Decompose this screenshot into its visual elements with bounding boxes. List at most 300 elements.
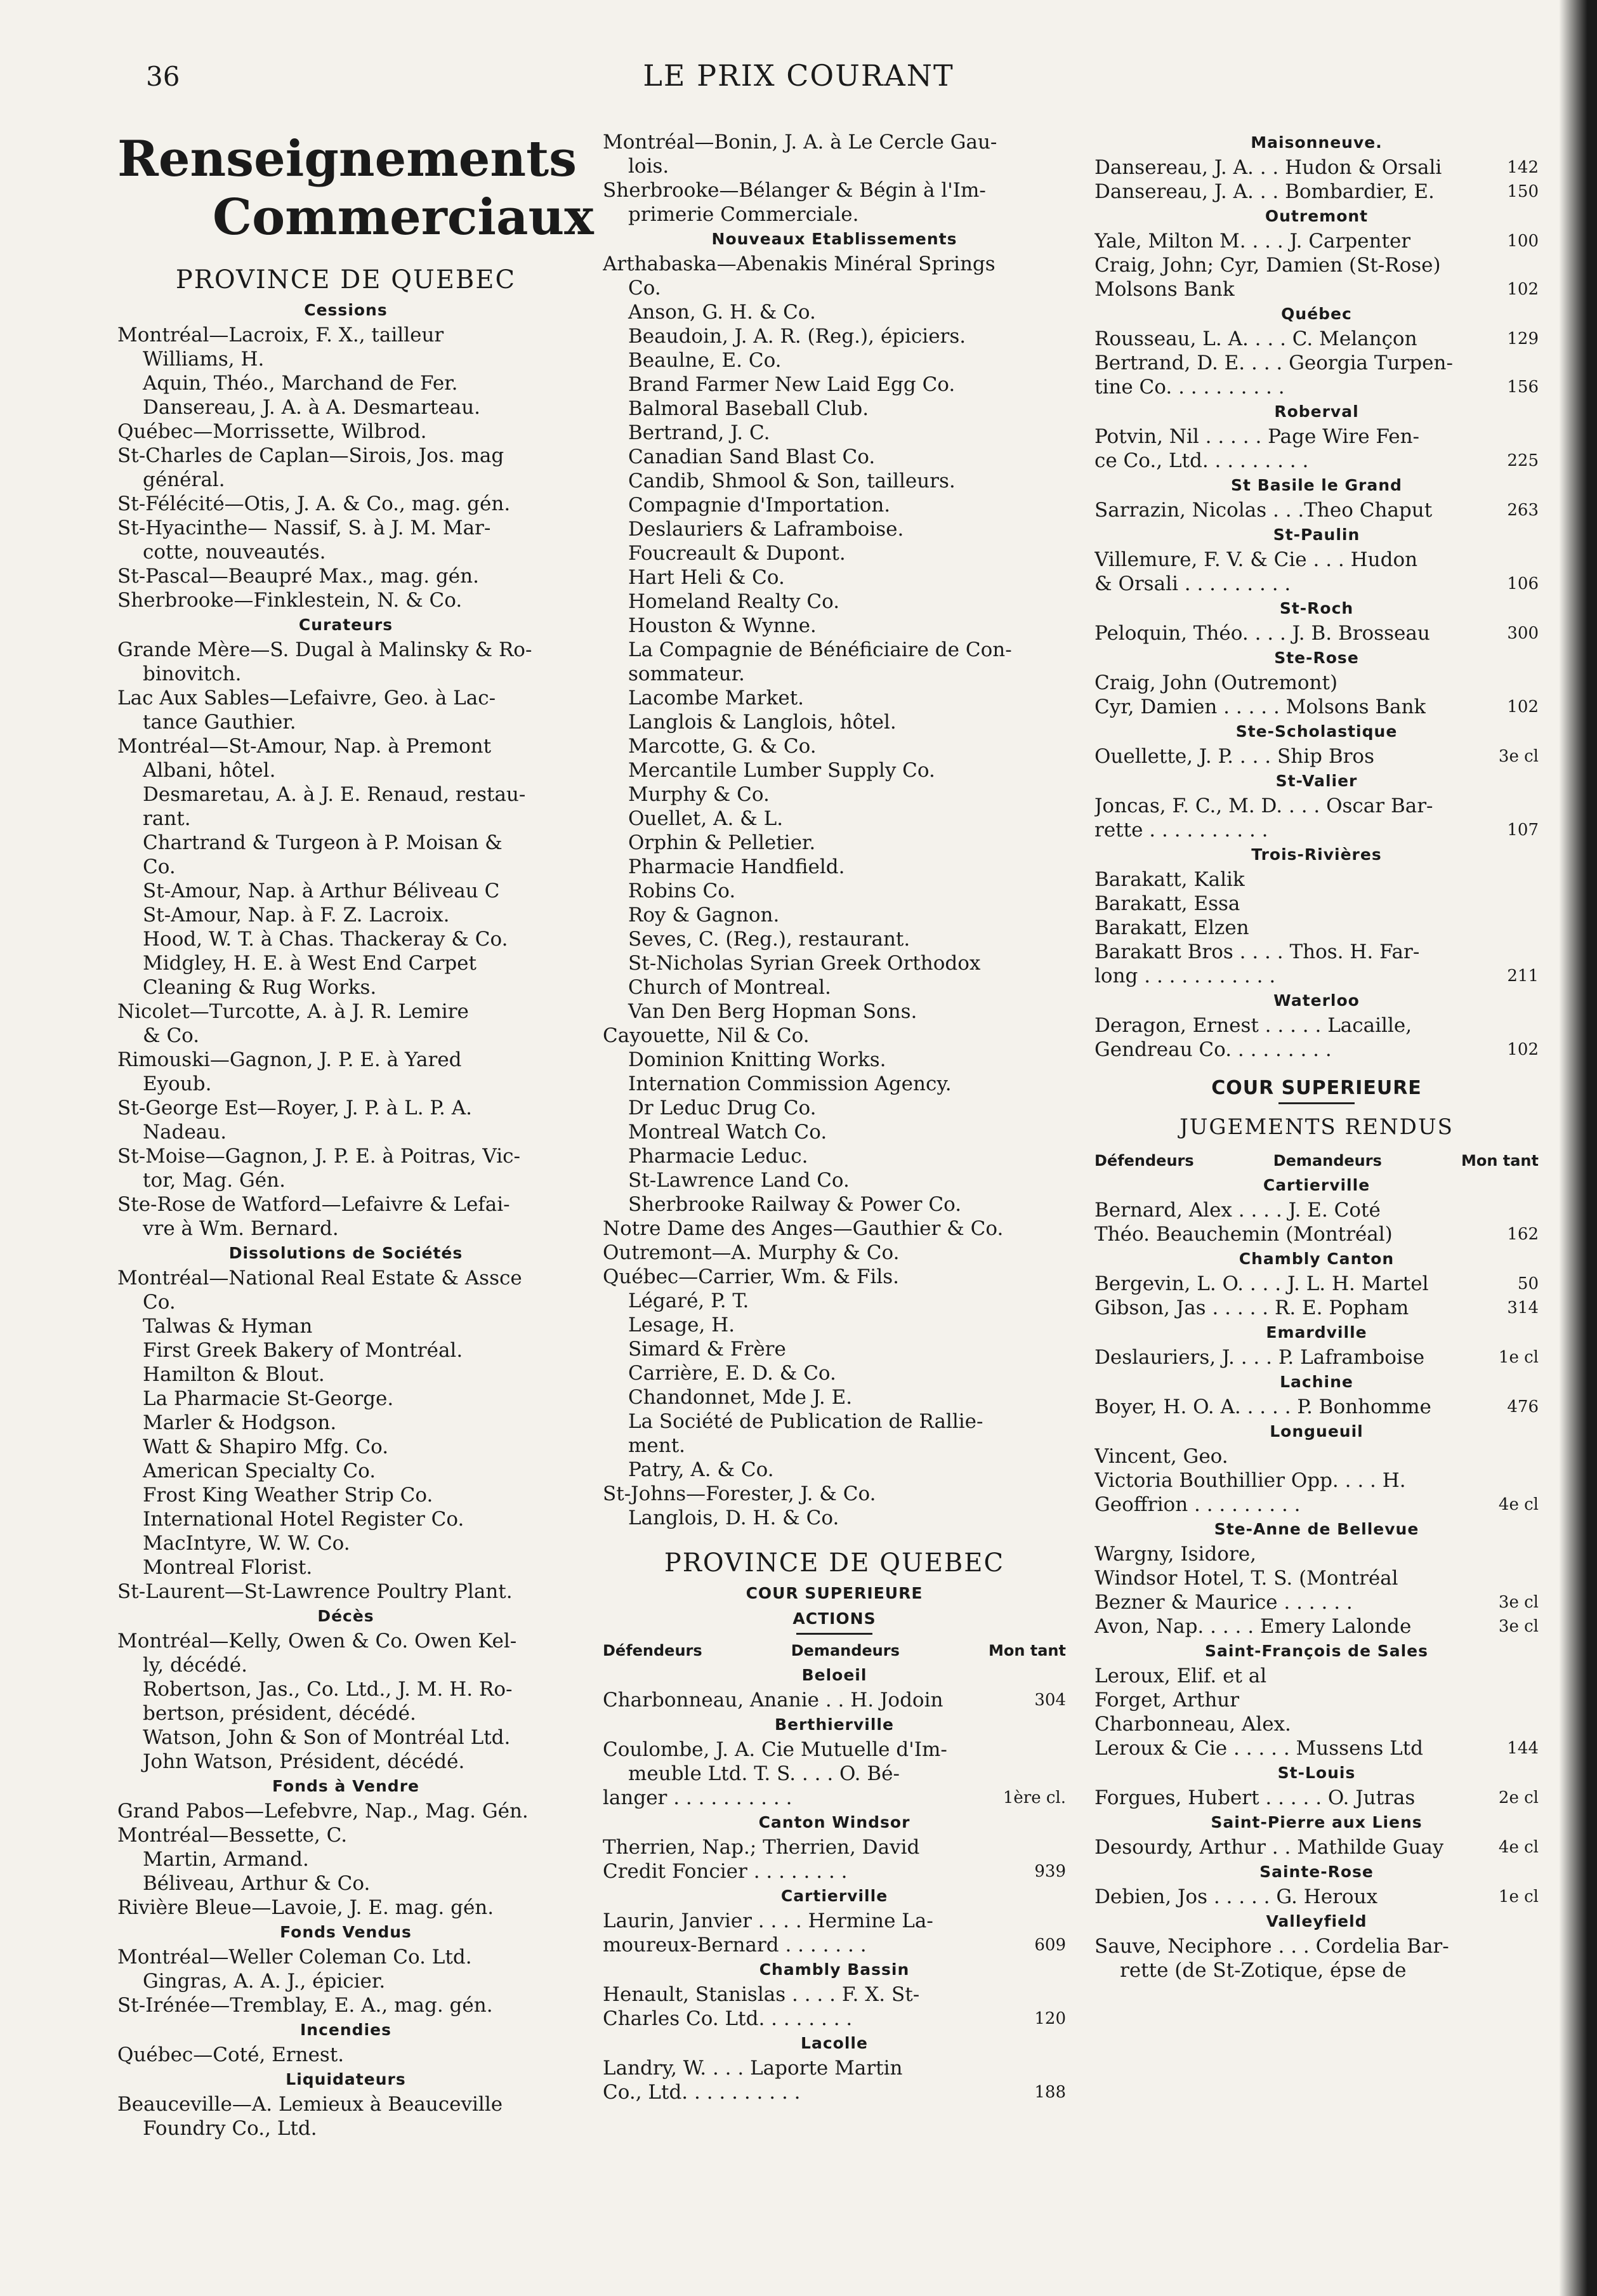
text-line: Langlois, D. H. & Co. (628, 1507, 839, 1529)
section-heading: COUR SUPERIEURE (746, 1584, 923, 1602)
entry-text: Avon, Nap. . . . . Emery Lalonde (1094, 1615, 1412, 1638)
section-heading: Berthierville (775, 1715, 894, 1734)
section-heading: Québec (1281, 305, 1352, 323)
text-line: Williams, H. (143, 348, 265, 371)
text-line: First Greek Bakery of Montréal. (143, 1339, 463, 1362)
text-line: Montréal—Bessette, C. (117, 1824, 348, 1847)
column-2 (603, 130, 1066, 2104)
entry-amount: 225 (1507, 451, 1539, 470)
running-title: LE PRIX COURANT (643, 58, 954, 93)
text-line: Québec—Carrier, Wm. & Fils. (603, 1265, 900, 1288)
section-heading: Chambly Canton (1239, 1250, 1395, 1268)
section-title: PROVINCE DE QUEBEC (175, 265, 516, 294)
section-heading: Nouveaux Etablissements (711, 230, 957, 248)
text-line: Deslauriers & Laframboise. (628, 518, 904, 541)
page-binding-edge (1559, 0, 1597, 2296)
entry-row (603, 1786, 1066, 1810)
text-line: St-Johns—Forester, J. & Co. (603, 1482, 876, 1505)
text-line: St-Laurent—St-Lawrence Poultry Plant. (117, 1580, 513, 1603)
text-line: Rivière Bleue—Lavoie, J. E. mag. gén. (117, 1896, 494, 1919)
section-heading: Saint-François de Sales (1204, 1642, 1429, 1660)
text-line: Laurin, Janvier . . . . Hermine La- (603, 1910, 933, 1932)
text-line: Homeland Realty Co. (628, 590, 840, 613)
entry-amount: 102 (1507, 1040, 1539, 1059)
section-heading: Roberval (1274, 402, 1359, 421)
text-line: tor, Mag. Gén. (143, 1169, 286, 1192)
text-line: Nadeau. (143, 1121, 227, 1144)
text-line: Chartrand & Turgeon à P. Moisan & (143, 831, 503, 854)
entry-row (1094, 180, 1539, 204)
section-heading: Emardville (1266, 1323, 1367, 1342)
text-line: Bertrand, D. E. . . . Georgia Turpen- (1094, 352, 1453, 374)
text-line: Anson, G. H. & Co. (628, 301, 816, 324)
text-line: Canadian Sand Blast Co. (628, 445, 876, 468)
text-line: Légaré, P. T. (628, 1290, 749, 1312)
section-heading: Fonds Vendus (280, 1923, 412, 1941)
entry-row (1094, 572, 1539, 596)
text-line: Barakatt, Elzen (1094, 916, 1249, 939)
text-line: Van Den Berg Hopman Sons. (628, 1000, 917, 1023)
text-line: Landry, W. . . . Laporte Martin (603, 2057, 903, 2080)
text-line: Co. (628, 277, 661, 300)
entry-text: tine Co. . . . . . . . . . (1094, 376, 1285, 399)
entry-row (1094, 744, 1539, 769)
entry-text: Yale, Milton M. . . . J. Carpenter (1094, 230, 1411, 253)
entry-amount: 156 (1507, 378, 1539, 397)
text-line: sommateur. (628, 663, 745, 685)
column-header-demandeurs: Demandeurs (791, 1642, 900, 1659)
text-line: Pharmacie Leduc. (628, 1145, 808, 1168)
entry-row (1094, 1590, 1539, 1614)
text-line: général. (143, 468, 225, 491)
text-line: cotte, nouveautés. (143, 541, 326, 564)
column-header-row (603, 1641, 1066, 1660)
text-line: meuble Ltd. T. S. . . . O. Bé- (628, 1762, 900, 1785)
text-line: Pharmacie Handfield. (628, 855, 845, 878)
text-line: Foucreault & Dupont. (628, 542, 846, 565)
column-header-row (1094, 1151, 1539, 1170)
entry-text: Ouellette, J. P. . . . Ship Bros (1094, 745, 1374, 768)
text-line: Carrière, E. D. & Co. (628, 1362, 836, 1385)
text-line: Québec—Coté, Ernest. (117, 2043, 345, 2066)
entry-amount: 150 (1507, 182, 1539, 201)
text-line: Church of Montreal. (628, 976, 831, 999)
entry-row (1094, 1272, 1539, 1296)
section-heading: Canton Windsor (758, 1813, 910, 1831)
text-line: Houston & Wynne. (628, 614, 817, 637)
entry-text: Forgues, Hubert . . . . . O. Jutras (1094, 1786, 1416, 1809)
entry-amount: 50 (1517, 1274, 1539, 1293)
text-line: rant. (143, 807, 191, 830)
section-heading: Lachine (1280, 1373, 1353, 1391)
text-line: La Société de Publication de Rallie- (628, 1410, 983, 1433)
text-line: La Pharmacie St-George. (143, 1387, 394, 1410)
text-line: St-George Est—Royer, J. P. à L. P. A. (117, 1097, 472, 1119)
entry-row (1094, 1786, 1539, 1810)
section-heading: Décès (317, 1607, 374, 1625)
entry-row (1094, 1493, 1539, 1517)
entry-amount: 162 (1507, 1225, 1539, 1244)
entry-row (603, 2007, 1066, 2031)
entry-amount: 4e cl (1498, 1838, 1539, 1857)
entry-row (1094, 277, 1539, 301)
section-heading: Chambly Bassin (759, 1960, 910, 1979)
text-line: Notre Dame des Anges—Gauthier & Co. (603, 1217, 1004, 1240)
main-title (117, 130, 594, 247)
entry-text: Dansereau, J. A. . . Hudon & Orsali (1094, 156, 1442, 179)
text-line: Béliveau, Arthur & Co. (143, 1872, 371, 1895)
text-line: Lesage, H. (628, 1314, 735, 1336)
text-line: Ste-Rose de Watford—Lefaivre & Lefai- (117, 1193, 510, 1216)
text-line: Murphy & Co. (628, 783, 770, 806)
text-line: John Watson, Président, décédé. (143, 1750, 465, 1773)
section-heading: COUR SUPERIEURE (1211, 1077, 1422, 1099)
section-heading: Cartierville (780, 1887, 888, 1905)
column-header-montant: Mon tant (988, 1642, 1066, 1659)
text-line: Gingras, A. A. J., épicier. (143, 1970, 386, 1993)
text-line: Outremont—A. Murphy & Co. (603, 1241, 900, 1264)
text-line: Langlois & Langlois, hôtel. (628, 711, 897, 734)
entry-row (1094, 1395, 1539, 1419)
text-line: Bertrand, J. C. (628, 421, 770, 444)
entry-row (1094, 1614, 1539, 1639)
text-line: primerie Commerciale. (628, 203, 859, 226)
text-line: Henault, Stanislas . . . . F. X. St- (603, 1983, 920, 2006)
entry-amount: 120 (1034, 2009, 1066, 2028)
entry-row (1094, 1222, 1539, 1246)
text-line: Orphin & Pelletier. (628, 831, 816, 854)
entry-amount: 107 (1507, 821, 1539, 840)
text-line: Co. (143, 855, 176, 878)
entry-amount: 188 (1034, 2083, 1066, 2102)
text-line: Rimouski—Gagnon, J. P. E. à Yared (117, 1048, 462, 1071)
entry-amount: 300 (1507, 624, 1539, 643)
entry-text: Sarrazin, Nicolas . . .Theo Chaput (1094, 499, 1433, 522)
text-line: Simard & Frère (628, 1338, 786, 1361)
text-line: Sherbrooke—Finklestein, N. & Co. (117, 589, 463, 612)
entry-row (1094, 1296, 1539, 1320)
entry-row (1094, 449, 1539, 473)
text-line: binovitch. (143, 663, 242, 685)
entry-text: Bergevin, L. O. . . . J. L. H. Martel (1094, 1272, 1429, 1295)
section-heading: Liquidateurs (286, 2070, 406, 2088)
entry-row (1094, 498, 1539, 522)
entry-amount: 263 (1507, 501, 1539, 520)
text-line: Robertson, Jas., Co. Ltd., J. M. H. Ro- (143, 1678, 513, 1701)
entry-text: Desourdy, Arthur . . Mathilde Guay (1094, 1836, 1444, 1859)
text-line: Watt & Shapiro Mfg. Co. (143, 1435, 389, 1458)
text-line: Montreal Watch Co. (628, 1121, 827, 1144)
entry-row (1094, 695, 1539, 719)
entry-row (1094, 1835, 1539, 1859)
section-heading: Lacolle (801, 2034, 868, 2052)
entry-text: Théo. Beauchemin (Montréal) (1094, 1223, 1393, 1246)
entry-amount: 102 (1507, 697, 1539, 716)
entry-row (1094, 1885, 1539, 1909)
entry-amount: 144 (1507, 1739, 1539, 1758)
text-line: Barakatt, Kalik (1094, 868, 1245, 891)
text-line: Lac Aux Sables—Lefaivre, Geo. à Lac- (117, 687, 496, 709)
text-line: Frost King Weather Strip Co. (143, 1484, 433, 1507)
heading-rule (796, 1633, 872, 1635)
text-line: St-Félécité—Otis, J. A. & Co., mag. gén. (117, 492, 511, 515)
text-line: Watson, John & Son of Montréal Ltd. (143, 1726, 511, 1749)
text-line: Victoria Bouthillier Opp. . . . H. (1094, 1469, 1406, 1492)
section-heading: Trois-Rivières (1251, 845, 1382, 864)
text-line: ly, décédé. (143, 1654, 247, 1677)
text-line: Sherbrooke—Bélanger & Bégin à l'Im- (603, 179, 986, 202)
section-heading: Ste-Rose (1274, 649, 1359, 667)
text-line: Potvin, Nil . . . . . Page Wire Fen- (1094, 425, 1420, 448)
entry-text: Bezner & Maurice . . . . . . (1094, 1591, 1353, 1614)
entry-amount: 129 (1507, 329, 1539, 348)
text-line: Brand Farmer New Laid Egg Co. (628, 373, 956, 396)
text-line: Arthabaska—Abenakis Minéral Springs (603, 253, 996, 275)
text-line: Craig, John; Cyr, Damien (St-Rose) (1094, 254, 1441, 277)
entry-text: Co., Ltd. . . . . . . . . . (603, 2081, 801, 2104)
text-line: Windsor Hotel, T. S. (Montréal (1094, 1567, 1398, 1590)
text-line: Grand Pabos—Lefebvre, Nap., Mag. Gén. (117, 1800, 529, 1823)
text-line: Montréal—National Real Estate & Assce (117, 1267, 522, 1290)
text-line: Beauceville—A. Lemieux à Beauceville (117, 2093, 503, 2116)
section-heading: Sainte-Rose (1259, 1863, 1374, 1881)
section-heading: St Basile le Grand (1231, 476, 1402, 494)
entry-text: Geoffrion . . . . . . . . . (1094, 1493, 1301, 1516)
text-line: Compagnie d'Importation. (628, 494, 891, 517)
text-line: Hamilton & Blout. (143, 1363, 325, 1386)
text-line: Québec—Morrissette, Wilbrod. (117, 420, 427, 443)
text-line: Craig, John (Outremont) (1094, 671, 1338, 694)
entry-text: Credit Foncier . . . . . . . . (603, 1860, 848, 1883)
text-line: Dr Leduc Drug Co. (628, 1097, 817, 1119)
entry-text: Boyer, H. O. A. . . . . P. Bonhomme (1094, 1395, 1431, 1418)
text-line: Hood, W. T. à Chas. Thackeray & Co. (143, 928, 508, 951)
text-line: St-Amour, Nap. à Arthur Béliveau C (143, 880, 500, 902)
text-line: Marcotte, G. & Co. (628, 735, 817, 758)
entry-amount: 3e cl (1498, 747, 1539, 766)
column-3 (1094, 130, 1539, 1983)
text-line: Vincent, Geo. (1094, 1445, 1228, 1468)
section-heading: Incendies (300, 2021, 391, 2039)
section-heading: Outremont (1265, 207, 1369, 225)
text-line: Dominion Knitting Works. (628, 1048, 886, 1071)
text-line: Foundry Co., Ltd. (143, 2117, 317, 2140)
text-line: Martin, Armand. (143, 1848, 309, 1871)
page-number: 36 (146, 61, 180, 92)
entry-text: Debien, Jos . . . . . G. Heroux (1094, 1885, 1378, 1908)
text-line: Desmaretau, A. à J. E. Renaud, restau- (143, 783, 526, 806)
text-line: Ouellet, A. & L. (628, 807, 784, 830)
main-title-line-2: Commerciaux (213, 188, 594, 246)
entry-amount: 100 (1507, 232, 1539, 251)
main-title-line-1: Renseignements (117, 130, 577, 188)
text-line: Montréal—Weller Coleman Co. Ltd. (117, 1946, 472, 1969)
entry-row (1094, 1345, 1539, 1369)
text-line: Therrien, Nap.; Therrien, David (603, 1836, 920, 1859)
section-heading: St-Louis (1277, 1764, 1356, 1782)
entry-amount: 304 (1034, 1691, 1066, 1710)
text-line: Cleaning & Rug Works. (143, 976, 377, 999)
text-line: Robins Co. (628, 880, 736, 902)
entry-text: moureux-Bernard . . . . . . . (603, 1934, 867, 1956)
section-title: JUGEMENTS RENDUS (1180, 1114, 1454, 1140)
entry-text: Molsons Bank (1094, 278, 1235, 301)
entry-row (1094, 1038, 1539, 1062)
text-line: Aquin, Théo., Marchand de Fer. (143, 372, 458, 395)
text-line: Sauve, Neciphore . . . Cordelia Bar- (1094, 1935, 1449, 1958)
section-heading: ACTIONS (792, 1609, 876, 1628)
text-line: Eyoub. (143, 1072, 212, 1095)
text-line: Montréal—St-Amour, Nap. à Premont (117, 735, 492, 758)
text-line: bertson, président, décédé. (143, 1702, 416, 1725)
column-header-defendeurs: Défendeurs (1094, 1152, 1194, 1170)
entry-text: & Orsali . . . . . . . . . (1094, 572, 1291, 595)
column-1-body (117, 262, 574, 2141)
entry-text: langer . . . . . . . . . . (603, 1786, 792, 1809)
entry-text: Deslauriers, J. . . . P. Laframboise (1094, 1346, 1425, 1369)
section-heading: St-Valier (1275, 772, 1358, 790)
section-heading: St-Paulin (1273, 525, 1360, 544)
column-1 (117, 130, 594, 2141)
entry-amount: 314 (1507, 1298, 1539, 1317)
entry-text: Leroux & Cie . . . . . Mussens Ltd (1094, 1737, 1424, 1760)
text-line: Internation Commission Agency. (628, 1072, 952, 1095)
text-line: Sherbrooke Railway & Power Co. (628, 1193, 962, 1216)
text-line: Bernard, Alex . . . . J. E. Coté (1094, 1199, 1381, 1222)
entry-text: long . . . . . . . . . . . (1094, 965, 1276, 987)
entry-amount: 106 (1507, 574, 1539, 593)
text-line: vre à Wm. Bernard. (143, 1217, 339, 1240)
entry-row (603, 1859, 1066, 1884)
text-line: Barakatt Bros . . . . Thos. H. Far- (1094, 940, 1420, 963)
text-line: Balmoral Baseball Club. (628, 397, 869, 420)
entry-amount: 1e cl (1498, 1887, 1539, 1906)
text-line: rette (de St-Zotique, épse de (1120, 1959, 1407, 1982)
text-line: Candib, Shmool & Son, tailleurs. (628, 470, 956, 492)
section-heading: Curateurs (298, 616, 393, 634)
text-line: Marler & Hodgson. (143, 1411, 337, 1434)
entry-text: Rousseau, L. A. . . . C. Melançon (1094, 327, 1417, 350)
entry-text: Dansereau, J. A. . . Bombardier, E. (1094, 180, 1435, 203)
text-line: Leroux, Elif. et al (1094, 1665, 1267, 1687)
text-line: Beaudoin, J. A. R. (Reg.), épiciers. (628, 325, 966, 348)
text-line: Montréal—Bonin, J. A. à Le Cercle Gau- (603, 131, 997, 154)
text-line: Chandonnet, Mde J. E. (628, 1386, 853, 1409)
entry-amount: 3e cl (1498, 1593, 1539, 1612)
text-line: St-Irénée—Tremblay, E. A., mag. gén. (117, 1994, 493, 2017)
entry-amount: 4e cl (1498, 1495, 1539, 1514)
entry-amount: 211 (1507, 967, 1539, 986)
text-line: St-Pascal—Beaupré Max., mag. gén. (117, 565, 479, 588)
text-line: St-Nicholas Syrian Greek Orthodox (628, 952, 981, 975)
text-line: American Specialty Co. (143, 1460, 376, 1482)
text-line: Mercantile Lumber Supply Co. (628, 759, 935, 782)
text-line: & Co. (143, 1024, 200, 1047)
section-heading: Saint-Pierre aux Liens (1211, 1813, 1423, 1831)
text-line: St-Moise—Gagnon, J. P. E. à Poitras, Vic- (117, 1145, 520, 1168)
section-heading: Cessions (304, 301, 388, 319)
text-line: Charbonneau, Alex. (1094, 1713, 1291, 1736)
entry-row (1094, 818, 1539, 842)
entry-row (603, 1688, 1066, 1712)
section-heading: Longueuil (1270, 1422, 1364, 1441)
section-heading: Beloeil (801, 1666, 867, 1684)
text-line: ment. (628, 1434, 686, 1457)
entry-row (1094, 375, 1539, 399)
column-header-defendeurs: Défendeurs (603, 1642, 702, 1659)
text-line: Lacombe Market. (628, 687, 805, 709)
text-line: Cayouette, Nil & Co. (603, 1024, 810, 1047)
text-line: Deragon, Ernest . . . . . Lacaille, (1094, 1014, 1412, 1037)
section-heading: Valleyfield (1266, 1912, 1367, 1930)
text-line: Villemure, F. V. & Cie . . . Hudon (1094, 548, 1418, 571)
text-line: St-Charles de Caplan—Sirois, Jos. mag (117, 444, 504, 467)
entry-row (603, 2080, 1066, 2104)
text-line: Nicolet—Turcotte, A. à J. R. Lemire (117, 1000, 469, 1023)
text-line: International Hotel Register Co. (143, 1508, 464, 1531)
text-line: Forget, Arthur (1094, 1689, 1240, 1712)
entry-amount: 2e cl (1498, 1788, 1539, 1807)
entry-text: Gibson, Jas . . . . . R. E. Popham (1094, 1296, 1409, 1319)
text-line: St-Amour, Nap. à F. Z. Lacroix. (143, 904, 450, 927)
text-line: Joncas, F. C., M. D. . . . Oscar Bar- (1094, 795, 1433, 817)
text-line: Barakatt, Essa (1094, 892, 1240, 915)
text-line: lois. (628, 155, 669, 178)
heading-rule (1278, 1102, 1355, 1104)
entry-text: Charles Co. Ltd. . . . . . . . (603, 2007, 853, 2030)
text-line: MacIntyre, W. W. Co. (143, 1532, 350, 1555)
entry-row (1094, 155, 1539, 180)
section-title: PROVINCE DE QUEBEC (664, 1548, 1005, 1578)
text-line: Patry, A. & Co. (628, 1458, 774, 1481)
entry-text: Charbonneau, Ananie . . H. Jodoin (603, 1689, 943, 1712)
entry-amount: 142 (1507, 158, 1539, 177)
entry-amount: 939 (1034, 1862, 1066, 1881)
entry-row (1094, 964, 1539, 988)
entry-text: Cyr, Damien . . . . . Molsons Bank (1094, 696, 1426, 718)
section-heading: Fonds à Vendre (272, 1777, 419, 1795)
text-line: Wargny, Isidore, (1094, 1543, 1256, 1566)
entry-text: rette . . . . . . . . . . (1094, 819, 1268, 841)
entry-amount: 1e cl (1498, 1348, 1539, 1367)
entry-text: Peloquin, Théo. . . . J. B. Brosseau (1094, 622, 1430, 645)
entry-amount: 102 (1507, 280, 1539, 299)
text-line: Co. (143, 1291, 176, 1314)
text-line: Coulombe, J. A. Cie Mutuelle d'Im- (603, 1738, 947, 1761)
text-line: Midgley, H. E. à West End Carpet (143, 952, 476, 975)
entry-row (1094, 1736, 1539, 1760)
section-heading: St-Roch (1279, 599, 1354, 617)
text-line: Albani, hôtel. (143, 759, 276, 782)
text-line: Roy & Gagnon. (628, 904, 780, 927)
entry-row (1094, 327, 1539, 351)
text-line: St-Hyacinthe— Nassif, S. à J. M. Mar- (117, 517, 491, 539)
column-header-montant: Mon tant (1461, 1152, 1539, 1170)
entry-amount: 3e cl (1498, 1617, 1539, 1636)
text-line: Grande Mère—S. Dugal à Malinsky & Ro- (117, 638, 532, 661)
section-heading: Dissolutions de Sociétés (228, 1244, 463, 1262)
text-line: Montréal—Lacroix, F. X., tailleur (117, 324, 444, 346)
entry-text: ce Co., Ltd. . . . . . . . . (1094, 449, 1309, 472)
section-heading: Waterloo (1273, 991, 1360, 1010)
entry-row (1094, 621, 1539, 645)
text-line: tance Gauthier. (143, 711, 296, 734)
section-heading: Ste-Scholastique (1235, 722, 1398, 741)
entry-amount: 609 (1034, 1936, 1066, 1955)
text-line: La Compagnie de Bénéficiaire de Con- (628, 638, 1012, 661)
text-line: Talwas & Hyman (143, 1315, 313, 1338)
text-line: St-Lawrence Land Co. (628, 1169, 850, 1192)
